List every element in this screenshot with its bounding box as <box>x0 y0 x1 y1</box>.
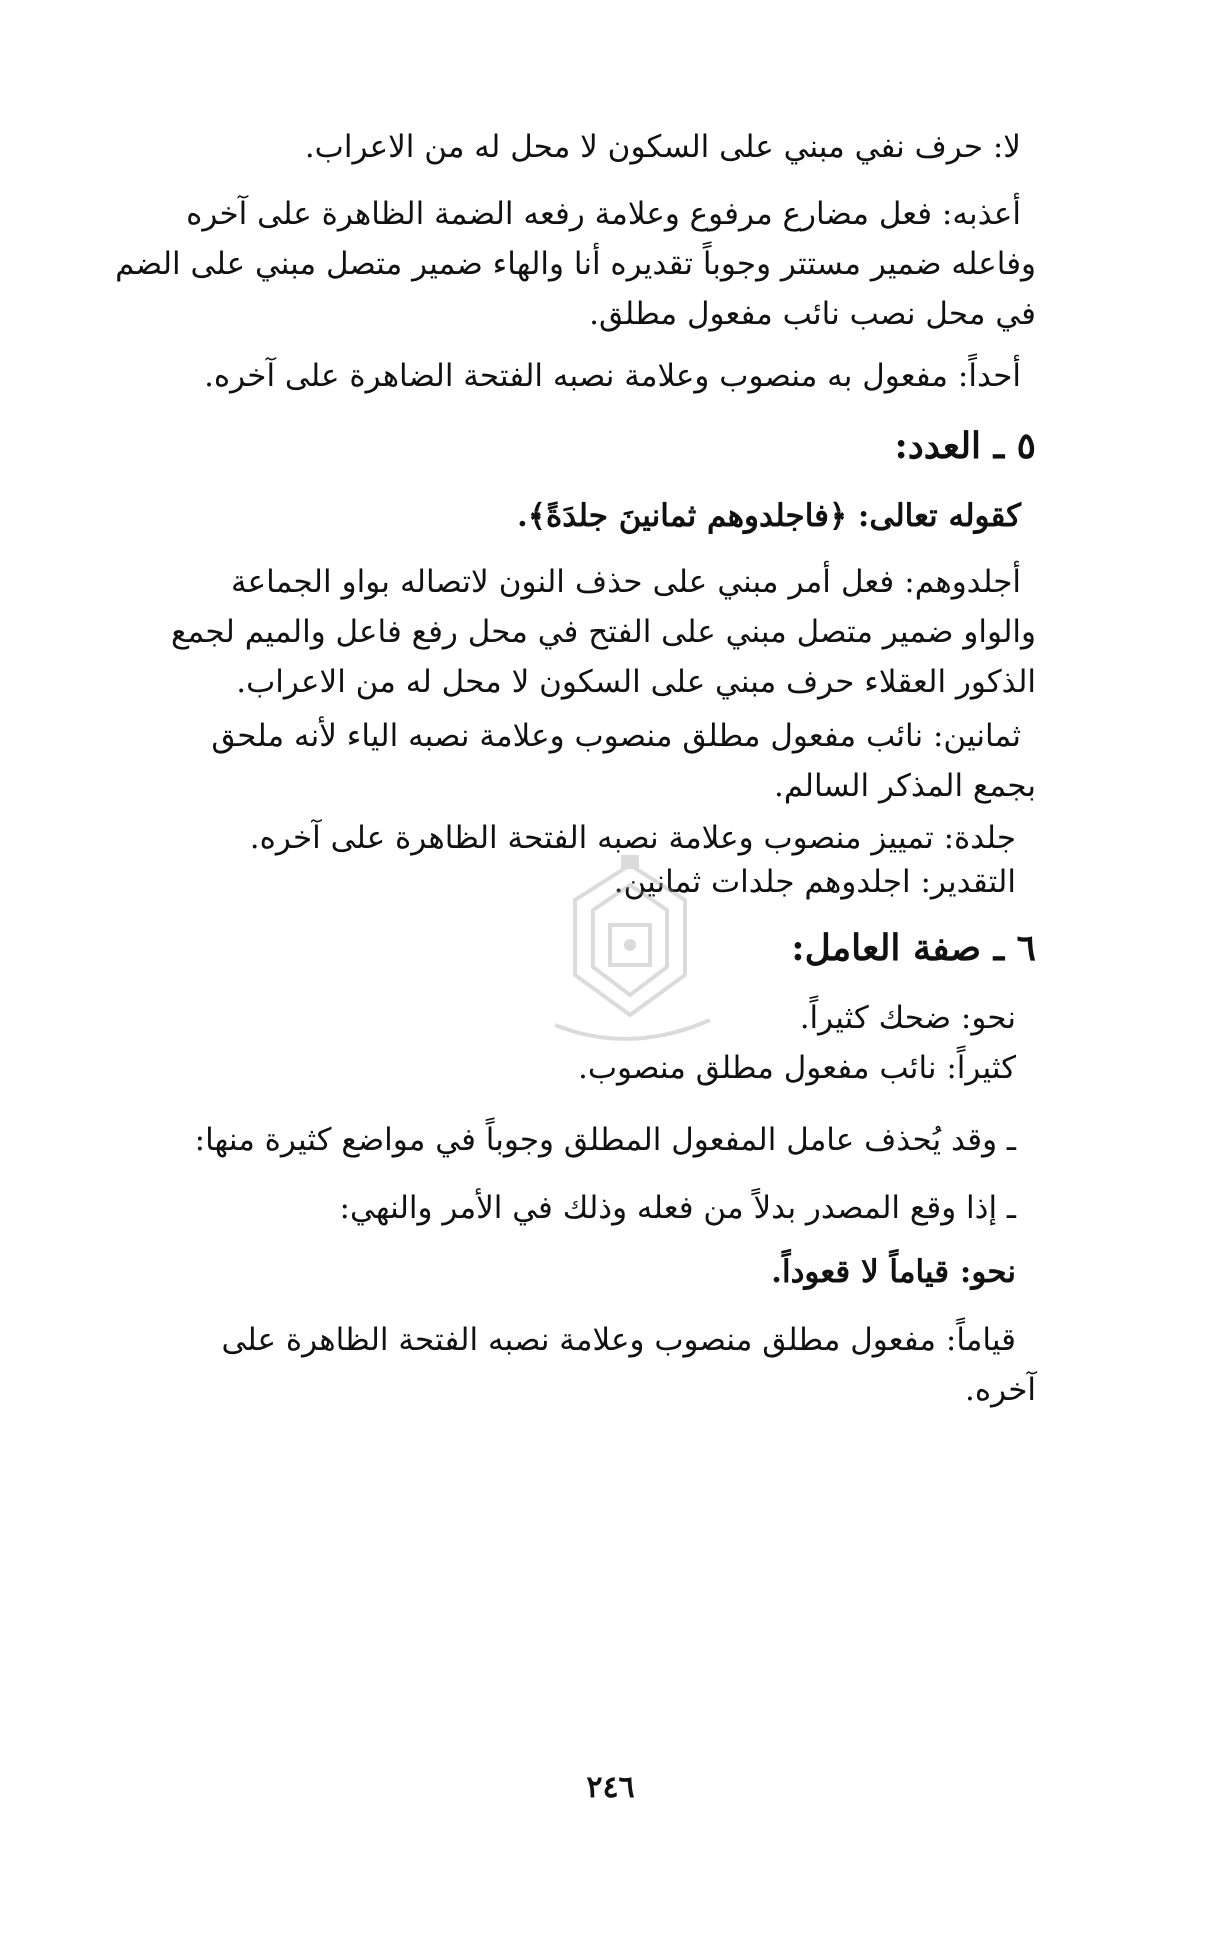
text-line-20: نحو: قياماً لا قعوداً. <box>771 1254 1016 1290</box>
text-line-12: بجمع المذكر السالم. <box>774 768 1036 804</box>
text-line-1: لا: حرف نفي مبني على السكون لا محل له من الاعراب. <box>304 129 1021 165</box>
library-seal-icon <box>535 855 725 1055</box>
text-line-2: أعذبه: فعل مضارع مرفوع وعلامة رفعه الضمة الظاهرة على آخره <box>186 196 1021 232</box>
text-line-13: جلدة: تمييز منصوب وعلامة نصبه الفتحة الظاهرة على آخره. <box>249 820 1016 856</box>
text-line-17: كثيراً: نائب مفعول مطلق منصوب. <box>577 1050 1016 1086</box>
text-line-3: وفاعله ضمير مستتر وجوباً تقديره أنا والهاء ضمير متصل مبني على الضم <box>115 246 1036 282</box>
text-line-22: آخره. <box>965 1372 1036 1408</box>
text-line-8: أجلدوهم: فعل أمر مبني على حذف النون لاتصاله بواو الجماعة <box>231 564 1021 600</box>
text-line-16: نحو: ضحك كثيراً. <box>799 1000 1016 1036</box>
text-line-9: والواو ضمير متصل مبني على الفتح في محل رفع فاعل والميم لجمع <box>171 614 1036 650</box>
text-line-18: ـ وقد يُحذف عامل المفعول المطلق وجوباً في مواضع كثيرة منها: <box>194 1122 1016 1158</box>
text-line-10: الذكور العقلاء حرف مبني على السكون لا محل له من الاعراب. <box>236 664 1036 700</box>
text-line-21: قياماً: مفعول مطلق منصوب وعلامة نصبه الفتحة الظاهرة على <box>221 1322 1016 1358</box>
text-line-14: التقدير: اجلدوهم جلدات ثمانين. <box>613 864 1016 900</box>
section-heading-6: ٦ ـ صفة العامل: <box>791 927 1036 969</box>
text-line-11: ثمانين: نائب مفعول مطلق منصوب وعلامة نصبه الياء لأنه ملحق <box>211 718 1021 754</box>
section-heading-5: ٥ ـ العدد: <box>894 425 1036 467</box>
text-line-19: ـ إذا وقع المصدر بدلاً من فعله وذلك في الأمر والنهي: <box>339 1190 1016 1226</box>
quran-verse-line: كقوله تعالى: ﴿فاجلدوهم ثمانينَ جلدَةً﴾. <box>517 498 1021 534</box>
text-line-4: في محل نصب نائب مفعول مطلق. <box>589 296 1036 332</box>
page-number: ٢٤٦ <box>586 1770 635 1805</box>
text-line-5: أحداً: مفعول به منصوب وعلامة نصبه الفتحة الضاهرة على آخره. <box>204 358 1021 394</box>
